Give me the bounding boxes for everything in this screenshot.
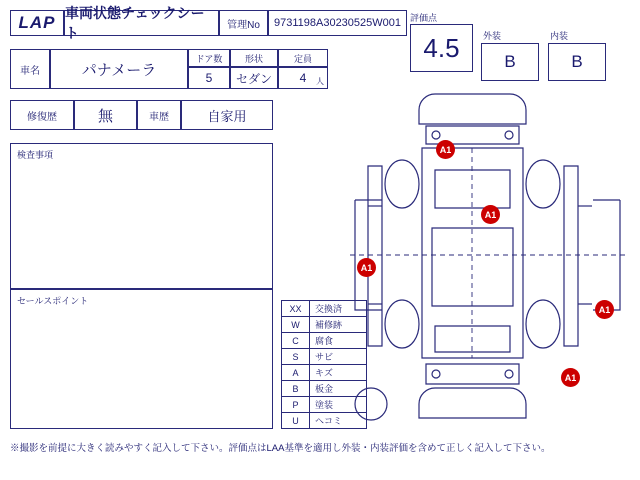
management-no-value: 9731198A30230525W001: [268, 10, 407, 36]
sales-point-title: セールスポイント: [17, 296, 89, 306]
legend-code: P: [282, 397, 310, 412]
car-outline-svg: [340, 88, 635, 433]
legend-code: S: [282, 349, 310, 364]
damage-marker: A1: [561, 368, 580, 387]
damage-marker: A1: [357, 258, 376, 277]
legend-desc: 腐食: [315, 336, 334, 346]
vehicle-history-value: 自家用: [181, 100, 273, 130]
legend-desc: 補修跡: [315, 320, 343, 330]
seats-unit: 人: [316, 77, 324, 86]
lap-logo: LAP: [10, 10, 64, 36]
legend-code: W: [282, 317, 310, 332]
legend-desc: ヘコミ: [315, 416, 343, 426]
seats-value: 4: [299, 71, 307, 85]
doors-label: ドア数: [188, 49, 230, 67]
damage-marker: A1: [481, 205, 500, 224]
sales-point-box: [10, 289, 273, 429]
repair-history-label: 修復歴: [10, 100, 74, 130]
legend-desc: 塗装: [315, 400, 334, 410]
rating-value: 4.5: [410, 24, 473, 72]
page-title: 車両状態チェックシート: [64, 10, 219, 36]
seats-label: 定員: [278, 49, 328, 67]
car-name-value: パナメーラ: [50, 49, 188, 89]
car-name-label: 車名: [10, 49, 50, 89]
legend-code: C: [282, 333, 310, 348]
body-shape-label: 形状: [230, 49, 278, 67]
legend-code: B: [282, 381, 310, 396]
legend-desc: サビ: [315, 352, 334, 362]
vehicle-history-label: 車歴: [137, 100, 181, 130]
exterior-label: 外装: [481, 28, 539, 43]
repair-history-value: 無: [74, 100, 137, 130]
legend-code: XX: [282, 301, 310, 316]
inspection-notes-box: [10, 143, 273, 289]
legend-code: U: [282, 413, 310, 428]
exterior-grade: B: [481, 43, 539, 81]
interior-label: 内装: [548, 28, 606, 43]
inspection-notes-title: 検査事項: [17, 150, 54, 160]
legend-code: A: [282, 365, 310, 380]
damage-marker: A1: [436, 140, 455, 159]
car-damage-diagram: [340, 88, 635, 433]
management-no-label: 管理No: [219, 10, 268, 36]
interior-grade: B: [548, 43, 606, 81]
rating-label: 評価点: [410, 10, 473, 24]
legend-desc: 板金: [315, 384, 334, 394]
seats-value-cell: [278, 67, 328, 89]
footer-note: ※撮影を前提に大きく読みやすく記入して下さい。評価点はLAA基準を適用し外装・内装評価を含めて正しく記入して下さい。: [10, 443, 551, 454]
doors-value: 5: [188, 67, 230, 89]
legend-desc: 交換済: [315, 304, 343, 314]
legend-desc: キズ: [315, 368, 333, 378]
damage-marker: A1: [595, 300, 614, 319]
body-shape-value: セダン: [230, 67, 278, 89]
